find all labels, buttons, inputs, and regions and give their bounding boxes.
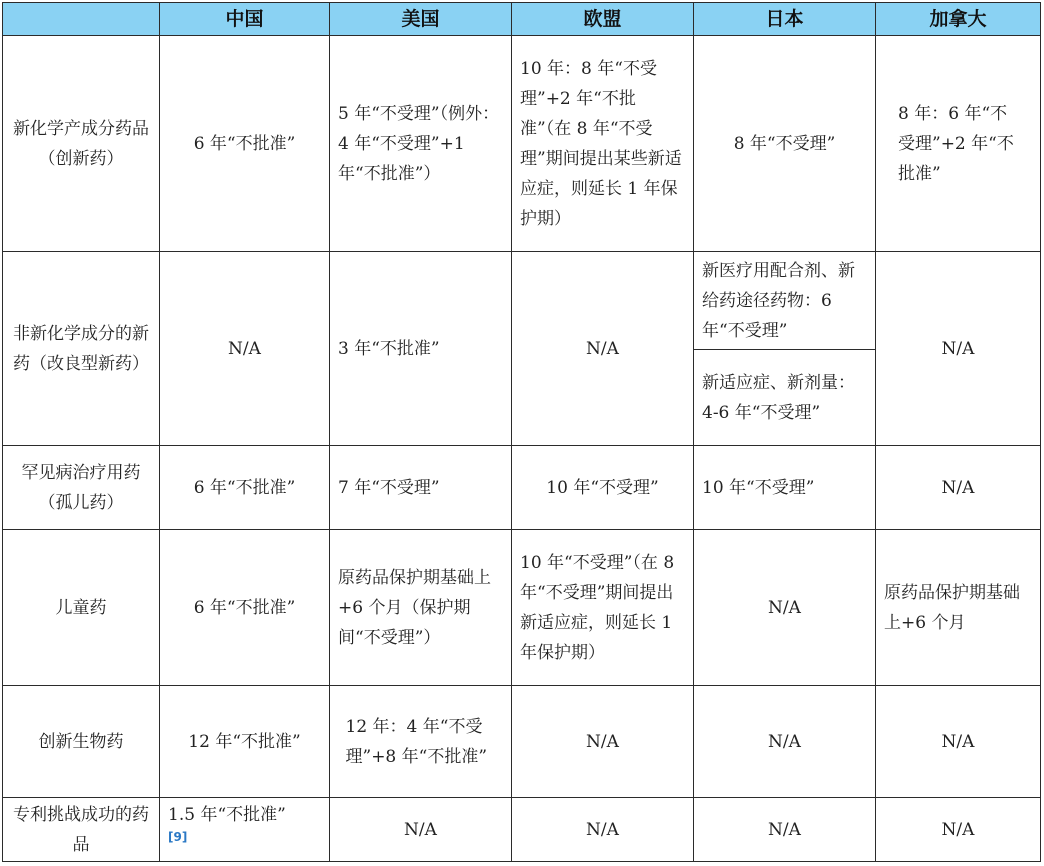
cell-china-text: 1.5 年“不批准” [168, 804, 286, 825]
cell-eu: 10 年“不受理” [512, 446, 694, 530]
comparison-table [2, 2, 1041, 862]
row-label: 专利挑战成功的药品 [3, 798, 160, 862]
cell-canada: 原药品保护期基础上+6 个月 [876, 530, 1041, 686]
cell-eu: N/A [512, 686, 694, 798]
cell-us [330, 686, 512, 798]
citation-link[interactable]: [9] [168, 829, 188, 844]
table-row [3, 252, 1041, 350]
cell-eu: 10 年：8 年“不受理”+2 年“不批准”（在 8 年“不受理”期间提出某些新适应症，则延长 1 年保护期） [512, 36, 694, 252]
cell-eu: N/A [512, 252, 694, 446]
header-eu: 欧盟 [512, 3, 694, 36]
cell-japan-indication: 新适应症、新剂量：4-6 年“不受理” [694, 350, 876, 446]
table-row [3, 446, 1041, 530]
cell-canada-text: 8 年：6 年“不受理”+2 年“不批准” [898, 103, 1014, 184]
cell-us: 5 年“不受理”（例外：4 年“不受理”+1 年“不批准”） [330, 36, 512, 252]
cell-us: 3 年“不批准” [330, 252, 512, 446]
cell-eu: N/A [512, 798, 694, 862]
header-canada: 加拿大 [876, 3, 1041, 36]
cell-eu: 10 年“不受理”（在 8 年“不受理”期间提出新适应症，则延长 1 年保护期） [512, 530, 694, 686]
cell-japan: N/A [694, 798, 876, 862]
table-row [3, 798, 1041, 862]
cell-us-text: 12 年：4 年“不受理”+8 年“不批准” [345, 716, 488, 767]
row-label: 罕见病治疗用药（孤儿药） [3, 446, 160, 530]
cell-china: 6 年“不批准” [160, 36, 330, 252]
cell-china: 6 年“不批准” [160, 446, 330, 530]
cell-china [160, 798, 330, 862]
table-row [3, 686, 1041, 798]
cell-us: 7 年“不受理” [330, 446, 512, 530]
cell-china: 12 年“不批准” [160, 686, 330, 798]
header-us: 美国 [330, 3, 512, 36]
table-row [3, 530, 1041, 686]
header-corner [3, 3, 160, 36]
cell-japan: N/A [694, 686, 876, 798]
row-label: 创新生物药 [3, 686, 160, 798]
cell-canada: N/A [876, 686, 1041, 798]
cell-china: 6 年“不批准” [160, 530, 330, 686]
row-label: 新化学产成分药品（创新药） [3, 36, 160, 252]
header-row [3, 3, 1041, 36]
cell-japan: 10 年“不受理” [694, 446, 876, 530]
header-japan: 日本 [694, 3, 876, 36]
cell-canada: N/A [876, 446, 1041, 530]
cell-japan-combo: 新医疗用配合剂、新给药途径药物：6 年“不受理” [694, 252, 876, 350]
cell-japan: N/A [694, 530, 876, 686]
cell-canada [876, 36, 1041, 252]
header-china: 中国 [160, 3, 330, 36]
cell-us: 原药品保护期基础上+6 个月（保护期间“不受理”） [330, 530, 512, 686]
row-label: 儿童药 [3, 530, 160, 686]
row-label: 非新化学成分的新药（改良型新药） [3, 252, 160, 446]
cell-canada: N/A [876, 798, 1041, 862]
cell-japan: 8 年“不受理” [694, 36, 876, 252]
table-row [3, 36, 1041, 252]
cell-us: N/A [330, 798, 512, 862]
cell-canada: N/A [876, 252, 1041, 446]
cell-china: N/A [160, 252, 330, 446]
